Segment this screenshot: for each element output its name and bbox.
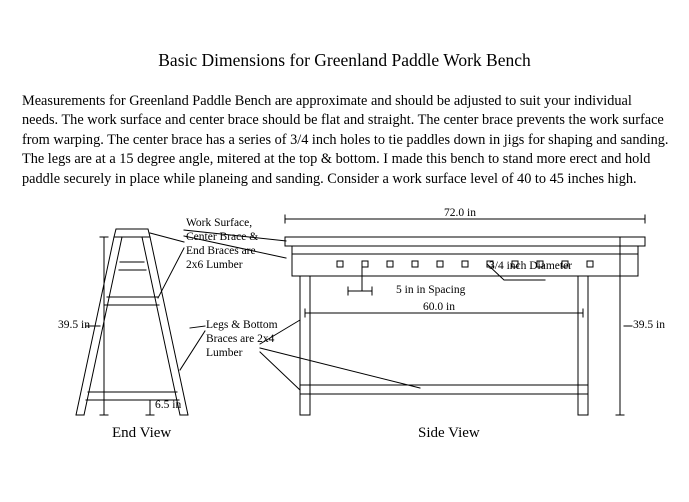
bench-drawing (0, 200, 689, 460)
annotation-legs-braces-line-1: Legs & Bottom (206, 319, 278, 331)
annotation-legs-braces-line-3: Lumber (206, 347, 243, 359)
dimension-end-view-height: 39.5 in (58, 319, 90, 331)
dimension-bottom-brace-height: 6.5 in (155, 399, 182, 411)
annotation-hole-spacing: 5 in in Spacing (396, 284, 466, 296)
dimension-bench-length: 72.0 in (444, 207, 476, 219)
annotation-hole-diameter: 3/4 inch Diameter (489, 260, 573, 272)
annotation-top-braces-line-2: Center Brace & (186, 231, 259, 243)
dimension-side-view-height: 39.5 in (633, 319, 665, 331)
annotation-top-braces-line-1: Work Surface, (186, 217, 253, 229)
bench-drawing-svg (0, 200, 689, 460)
description-paragraph: Measurements for Greenland Paddle Bench are approximate and should be adjusted to suit your individual needs. The work surface and center brace should be flat and straight. The center brace prevents the work surface from warping. The center brace has a series of 3/4 inch holes to tie paddles down in jigs for shaping and sanding. The legs are at a 15 degree angle, mitered at the top & bottom. I made this bench to stand more erect and hold paddle securely in place while planeing and sanding. Consider a work surface level of 40 to 45 inches high. (22, 93, 669, 187)
annotation-top-braces (186, 216, 258, 272)
annotation-top-braces-line-3: End Braces are (186, 245, 256, 257)
annotation-legs-braces-line-2: Braces are 2x4 (206, 333, 275, 345)
dimension-leg-span: 60.0 in (423, 301, 455, 313)
side-view-label: Side View (418, 425, 480, 441)
annotation-top-braces-line-4: 2x6 Lumber (186, 259, 243, 271)
page-title: Basic Dimensions for Greenland Paddle Work Bench (158, 50, 531, 70)
end-view-label: End View (112, 425, 172, 441)
annotation-legs-braces (206, 318, 278, 360)
